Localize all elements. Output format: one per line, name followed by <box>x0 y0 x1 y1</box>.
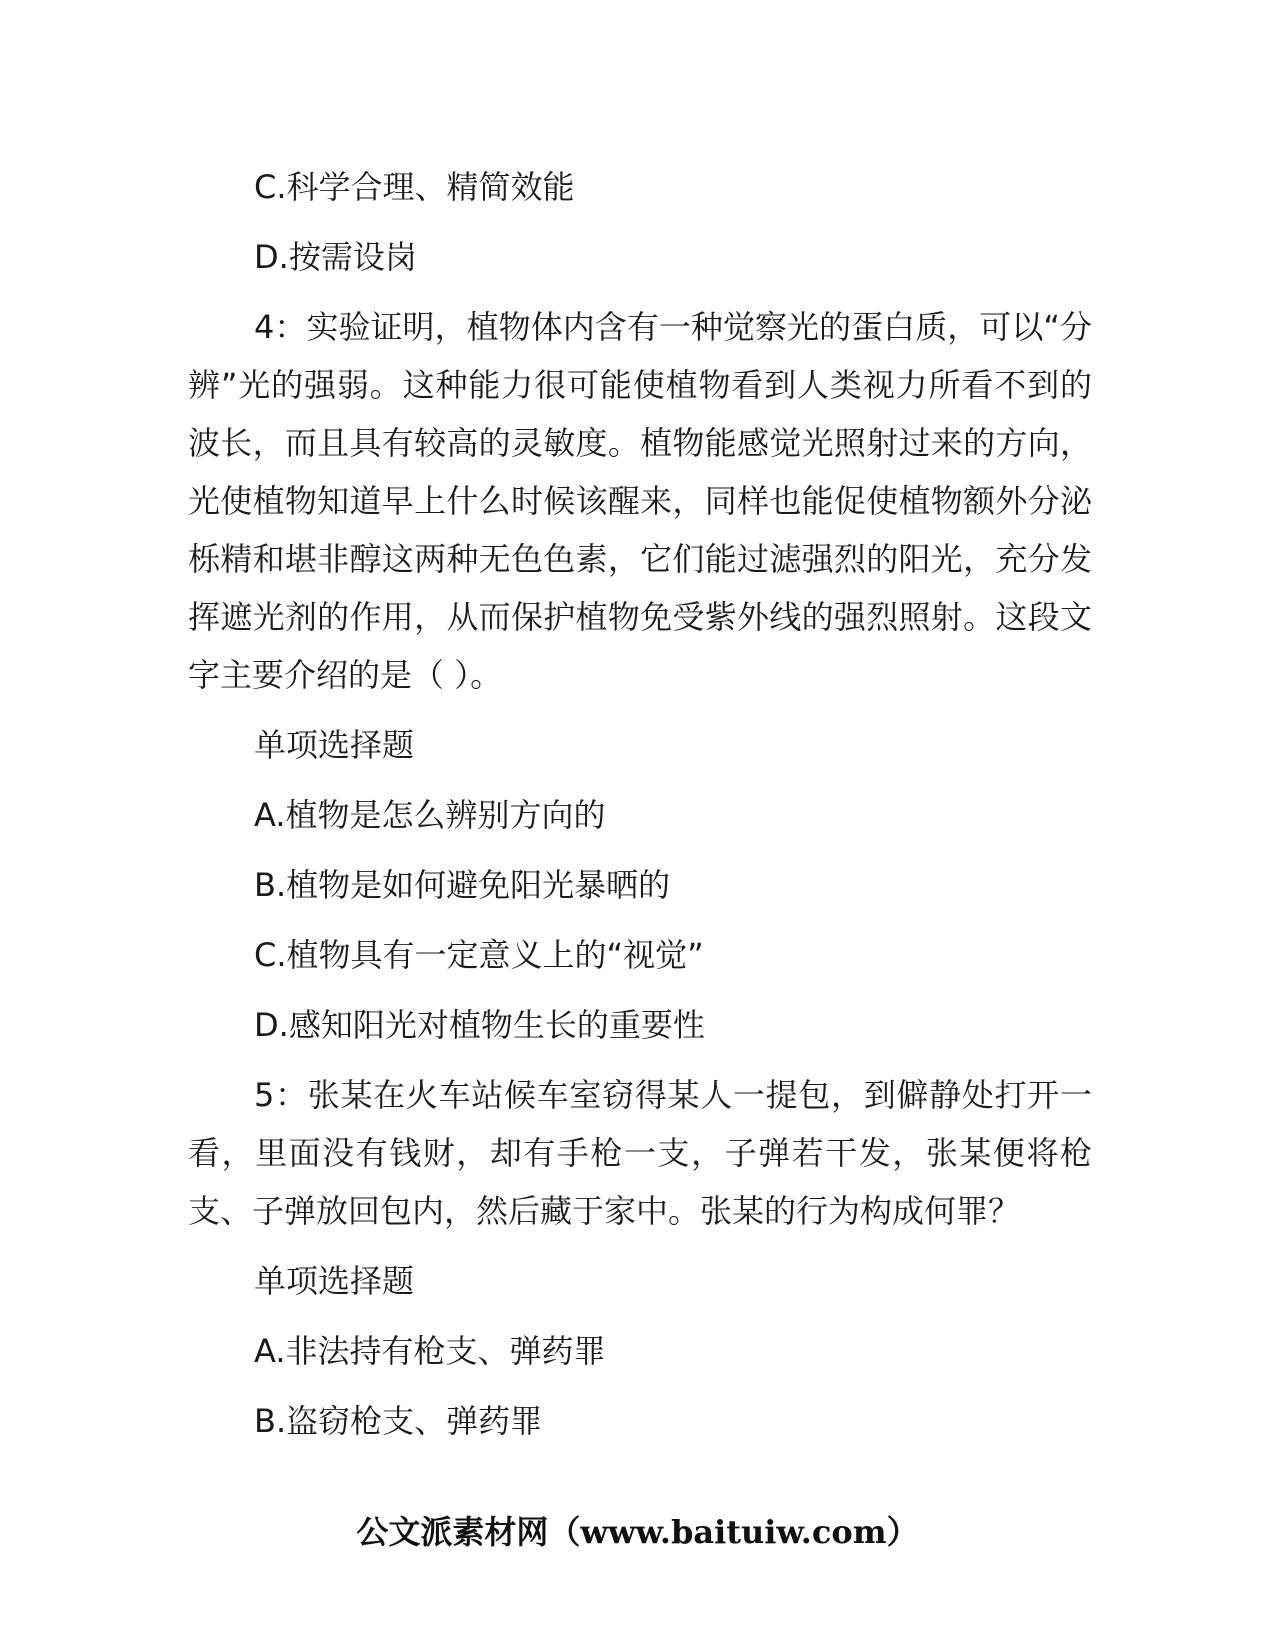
q4-option-d: D.感知阳光对植物生长的重要性 <box>254 1006 705 1044</box>
page-footer: 公文派素材网（www.baituiw.com） <box>356 1513 919 1551</box>
q5-option-b: B.盗窃枪支、弹药罪 <box>254 1402 543 1440</box>
q3-option-d: D.按需设岗 <box>254 238 417 276</box>
document-content <box>188 152 1092 1456</box>
q5-question-text: 5：张某在火车站候车室窃得某人一提包，到僻静处打开一看，里面没有钱财，却有手枪一支，子弹若干发，张某便将枪支、子弹放回包内，然后藏于家中。张某的行为构成何罪？ <box>188 1076 1092 1230</box>
q5-option-a: A.非法持有枪支、弹药罪 <box>254 1332 606 1370</box>
q5-question-type: 单项选择题 <box>254 1262 415 1300</box>
q4-option-b: B.植物是如何避免阳光暴晒的 <box>254 866 671 904</box>
q4-option-c: C.植物具有一定意义上的“视觉” <box>254 936 704 974</box>
q4-question-text: 4：实验证明，植物体内含有一种觉察光的蛋白质，可以“分辨”光的强弱。这种能力很可能使植物看到人类视力所看不到的波长，而且具有较高的灵敏度。植物能感觉光照射过来的方向，光使植物知道早上什么时候该醒来，同样也能促使植物额外分泌栎精和堪非醇这两种无色色素，它们能过滤强烈的阳光，充分发挥遮光剂的作用，从而保护植物免受紫外线的强烈照射。这段文字主要介绍的是（ ）。 <box>188 308 1092 694</box>
q4-option-a: A.植物是怎么辨别方向的 <box>254 796 606 834</box>
q4-question-type: 单项选择题 <box>254 726 415 764</box>
q3-option-c: C.科学合理、精简效能 <box>254 168 575 206</box>
